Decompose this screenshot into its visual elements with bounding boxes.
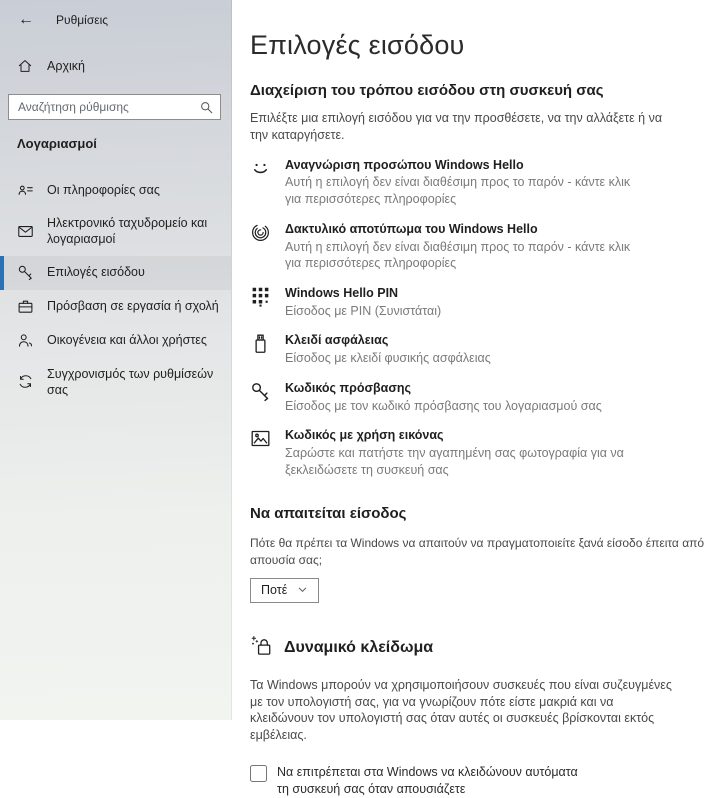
option-title: Κωδικός με χρήση εικόνας bbox=[285, 428, 444, 443]
sidebar-item-sync-settings[interactable] bbox=[0, 358, 231, 407]
option-text bbox=[285, 332, 491, 367]
briefcase-icon bbox=[17, 298, 34, 315]
sidebar-item-label: Πρόσβαση σε εργασία ή σχολή bbox=[47, 299, 219, 314]
search-icon[interactable] bbox=[199, 100, 214, 115]
home-label: Αρχική bbox=[47, 59, 85, 73]
require-signin-dropdown[interactable] bbox=[250, 578, 319, 603]
sidebar-item-family-users[interactable] bbox=[0, 324, 231, 358]
option-picture-password[interactable] bbox=[250, 427, 708, 478]
titlebar bbox=[0, 0, 231, 32]
back-arrow-icon[interactable]: ← bbox=[18, 11, 34, 28]
selected-indicator bbox=[0, 256, 4, 290]
option-subtitle: Σαρώστε και πατήστε την αγαπημένη σας φωτογραφία για να ξεκλειδώσετε τη συσκευή σας bbox=[285, 446, 624, 477]
option-windows-hello-pin[interactable] bbox=[250, 285, 708, 320]
option-security-key[interactable] bbox=[250, 332, 708, 367]
pin-pad-icon bbox=[250, 285, 272, 320]
chevron-down-icon bbox=[297, 584, 308, 595]
option-title: Κωδικός πρόσβασης bbox=[285, 380, 412, 395]
sidebar-section-title: Λογαριασμοί bbox=[17, 136, 97, 151]
dynamic-lock-icon bbox=[250, 634, 274, 663]
dynamic-lock-section bbox=[250, 634, 708, 663]
face-icon bbox=[250, 157, 272, 208]
option-subtitle: Είσοδος με PIN (Συνιστάται) bbox=[285, 303, 442, 318]
sidebar-item-signin-options[interactable] bbox=[0, 256, 231, 290]
option-title: Windows Hello PIN bbox=[285, 285, 399, 300]
sidebar-item-your-info[interactable] bbox=[0, 173, 231, 207]
option-text bbox=[285, 427, 633, 478]
sidebar-nav bbox=[0, 173, 231, 406]
option-title: Δακτυλικό αποτύπωμα του Windows Hello bbox=[285, 221, 538, 236]
require-signin-section bbox=[250, 505, 708, 602]
dynamic-lock-checkbox[interactable] bbox=[250, 765, 267, 782]
dynamic-lock-checkbox-label: Να επιτρέπεται στα Windows να κλειδώνουν αυτόματα τη συσκευή σας όταν απουσιάζετε bbox=[277, 764, 578, 796]
option-title: Κλειδί ασφάλειας bbox=[285, 333, 389, 348]
dropdown-value: Ποτέ bbox=[261, 582, 288, 597]
option-subtitle: Είσοδος με τον κωδικό πρόσβασης του λογαριασμού σας bbox=[285, 398, 602, 413]
sidebar-item-label: Συγχρονισμός των ρυθμίσεών σας bbox=[47, 366, 214, 397]
password-key-icon bbox=[250, 380, 272, 415]
option-text bbox=[285, 221, 633, 272]
dynamic-lock-description: Τα Windows μπορούν να χρησιμοποιήσουν συσκευές που είναι συζευγμένες με τον υπολογιστή σας, για να γνωρίζουν πότε είστε μακριά και να κλειδώνουν τον υπολογιστή σας όταν αυτές οι συσκευές βρίσκονται εκτός εμβέλειας. bbox=[250, 677, 672, 742]
sidebar-item-label: Επιλογές εισόδου bbox=[47, 265, 145, 280]
page-title: Επιλογές εισόδου bbox=[250, 30, 465, 60]
option-text bbox=[285, 380, 602, 415]
option-subtitle: Είσοδος με κλειδί φυσικής ασφάλειας bbox=[285, 351, 491, 366]
sidebar-item-home[interactable] bbox=[0, 54, 231, 78]
sidebar-item-label: Οι πληροφορίες σας bbox=[47, 182, 160, 197]
signin-options-list bbox=[250, 157, 708, 479]
main-content bbox=[232, 0, 718, 796]
sidebar bbox=[0, 0, 232, 720]
option-text bbox=[285, 285, 441, 320]
search-input[interactable] bbox=[18, 100, 199, 114]
require-signin-heading: Να απαιτείται είσοδος bbox=[250, 505, 407, 523]
home-icon bbox=[17, 58, 33, 74]
option-subtitle: Αυτή η επιλογή δεν είναι διαθέσιμη προς το παρόν - κάντε κλικ για περισσότερες πληροφορίες bbox=[285, 175, 631, 206]
dynamic-lock-heading: Δυναμικό κλείδωμα bbox=[284, 639, 434, 657]
option-windows-hello-face[interactable] bbox=[250, 157, 708, 208]
contact-card-icon bbox=[17, 182, 34, 199]
window-title: Ρυθμίσεις bbox=[56, 13, 109, 27]
dynamic-lock-checkbox-row bbox=[250, 764, 708, 798]
search-box bbox=[8, 94, 221, 120]
people-icon bbox=[17, 332, 34, 349]
sidebar-item-email-accounts[interactable] bbox=[0, 207, 231, 256]
picture-password-icon bbox=[250, 427, 272, 478]
require-signin-question: Πότε θα πρέπει τα Windows να απαιτούν να πραγματοποιείτε ξανά είσοδο έπειτα από απουσία σας; bbox=[250, 536, 705, 567]
option-title: Αναγνώριση προσώπου Windows Hello bbox=[285, 157, 524, 172]
sidebar-item-label: Ηλεκτρονικό ταχυδρομείο και λογαριασμοί bbox=[47, 216, 208, 247]
manage-description: Επιλέξτε μια επιλογή εισόδου για να την προσθέσετε, να την αλλάξετε ή να την καταργήσετε. bbox=[250, 111, 663, 142]
fingerprint-icon bbox=[250, 221, 272, 272]
sidebar-item-label: Οικογένεια και άλλοι χρήστες bbox=[47, 333, 207, 348]
option-windows-hello-fingerprint[interactable] bbox=[250, 221, 708, 272]
key-icon bbox=[17, 264, 34, 281]
sidebar-item-work-school[interactable] bbox=[0, 290, 231, 324]
mail-icon bbox=[17, 223, 34, 240]
option-password[interactable] bbox=[250, 380, 708, 415]
option-text bbox=[285, 157, 633, 208]
option-subtitle: Αυτή η επιλογή δεν είναι διαθέσιμη προς το παρόν - κάντε κλικ για περισσότερες πληροφορίες bbox=[285, 239, 631, 271]
security-key-icon bbox=[250, 332, 272, 367]
sync-icon bbox=[17, 373, 34, 390]
manage-heading: Διαχείριση του τρόπου εισόδου στη συσκευή σας bbox=[250, 82, 604, 99]
